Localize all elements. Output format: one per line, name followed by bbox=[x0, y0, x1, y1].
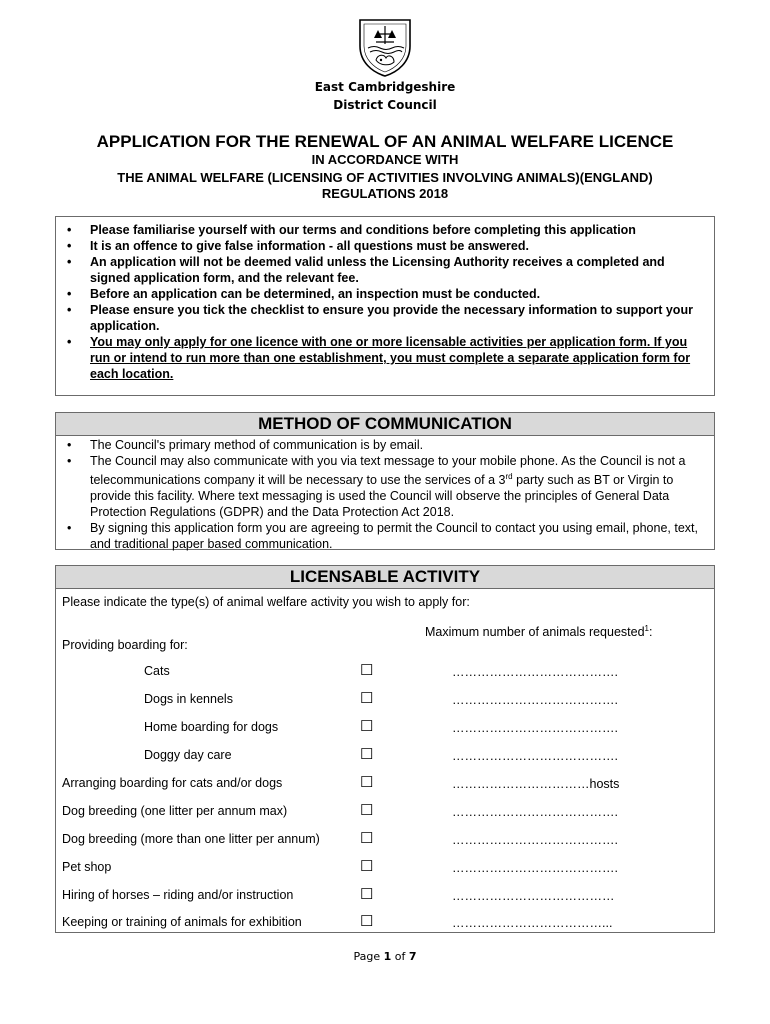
max-field-doggy-day-care[interactable]: …………………………………. bbox=[452, 749, 618, 763]
guidance-item: • Please familiarise yourself with our terms and conditions before completing this application bbox=[56, 222, 696, 238]
max-field-dogs-kennels[interactable]: …………………………………. bbox=[452, 693, 618, 707]
licensable-heading: LICENSABLE ACTIVITY bbox=[56, 566, 714, 589]
method-item bbox=[56, 453, 704, 520]
max-field-dog-breeding-more[interactable]: …………………………………. bbox=[452, 833, 618, 847]
method-item-sup: rd bbox=[505, 472, 513, 481]
of-word: of bbox=[394, 950, 406, 963]
guidance-box bbox=[55, 216, 715, 396]
max-field-dog-breeding-one[interactable]: …………………………………. bbox=[452, 805, 618, 819]
checkbox-home-boarding[interactable]: ☐ bbox=[360, 718, 374, 735]
max-field-home-boarding[interactable]: …………………………………. bbox=[452, 721, 618, 735]
checkbox-exhibition[interactable]: ☐ bbox=[360, 913, 374, 930]
title-line4: REGULATIONS 2018 bbox=[321, 186, 449, 201]
max-animals-colon: : bbox=[649, 625, 653, 640]
max-animals-label: Maximum number of animals requested bbox=[425, 625, 645, 640]
method-item-text-b: party such as BT or Virgin to provide this facility. Where text messaging is used the Council will observe the principles of General Data Protection Regulations (GDPR) and the Data Protection Act 2018. bbox=[90, 473, 674, 520]
activity-label-dogs-kennels: Dogs in kennels bbox=[144, 692, 233, 706]
guidance-item: • An application will not be deemed valid unless the Licensing Authority receives a completed and signed application form, and the relevant fee. bbox=[56, 254, 696, 286]
boarding-label: Providing boarding for: bbox=[62, 638, 188, 652]
max-field-cats[interactable]: …………………………………. bbox=[452, 665, 618, 679]
activity-instruction: Please indicate the type(s) of animal welfare activity you wish to apply for: bbox=[62, 595, 470, 609]
title-line2: IN ACCORDANCE WITH bbox=[311, 152, 459, 167]
footnote-marker: 1 bbox=[644, 624, 649, 633]
checkbox-dog-breeding-one[interactable]: ☐ bbox=[360, 802, 374, 819]
activity-label-pet-shop: Pet shop bbox=[62, 860, 112, 874]
page-footer bbox=[0, 950, 770, 963]
page-word: Page bbox=[353, 950, 381, 963]
council-name-line2: District Council bbox=[333, 98, 437, 112]
current-page: 1 bbox=[383, 950, 392, 963]
activity-label-dog-breeding-one: Dog breeding (one litter per annum max) bbox=[62, 804, 288, 818]
guidance-item-underlined: You may only apply for one licence with one or more licensable activities per application form. If you run or intend to run more than one establishment, you must complete a separate application form for each location. bbox=[90, 335, 691, 381]
guidance-list bbox=[56, 222, 696, 382]
method-of-communication-section bbox=[55, 412, 715, 550]
max-animals-header bbox=[425, 624, 652, 639]
checkbox-hiring-horses[interactable]: ☐ bbox=[360, 886, 374, 903]
checkbox-dog-breeding-more[interactable]: ☐ bbox=[360, 830, 374, 847]
guidance-item: • Before an application can be determined, an inspection must be conducted. bbox=[56, 286, 696, 302]
checkbox-doggy-day-care[interactable]: ☐ bbox=[360, 746, 374, 763]
title-line3: THE ANIMAL WELFARE (LICENSING OF ACTIVITIES INVOLVING ANIMALS)(ENGLAND) bbox=[117, 170, 653, 185]
method-item: • The Council's primary method of communication is by email. bbox=[56, 437, 704, 453]
guidance-item: • Please ensure you tick the checklist to ensure you provide the necessary information to support your application. bbox=[56, 302, 696, 334]
council-crest-icon bbox=[354, 16, 416, 78]
guidance-item bbox=[56, 334, 696, 382]
activity-label-home-boarding: Home boarding for dogs bbox=[144, 720, 279, 734]
method-heading: METHOD OF COMMUNICATION bbox=[56, 413, 714, 436]
activity-label-arranging-boarding: Arranging boarding for cats and/or dogs bbox=[62, 776, 283, 790]
total-pages: 7 bbox=[408, 950, 417, 963]
page-title: APPLICATION FOR THE RENEWAL OF AN ANIMAL WELFARE LICENCE bbox=[96, 132, 674, 151]
activity-label-exhibition: Keeping or training of animals for exhibition bbox=[62, 915, 302, 929]
method-list bbox=[56, 437, 704, 552]
max-field-hiring-horses[interactable]: ………………………………… bbox=[452, 889, 615, 903]
max-field-pet-shop[interactable]: …………………………………. bbox=[452, 861, 618, 875]
checkbox-cats[interactable]: ☐ bbox=[360, 662, 374, 679]
activity-label-doggy-day-care: Doggy day care bbox=[144, 748, 232, 762]
council-name-line1: East Cambridgeshire bbox=[314, 80, 456, 94]
checkbox-dogs-kennels[interactable]: ☐ bbox=[360, 690, 374, 707]
checkbox-arranging-boarding[interactable]: ☐ bbox=[360, 774, 374, 791]
licensable-activity-section bbox=[55, 565, 715, 933]
max-field-exhibition[interactable]: ………………………………... bbox=[452, 916, 613, 930]
checkbox-pet-shop[interactable]: ☐ bbox=[360, 858, 374, 875]
activity-label-hiring-horses: Hiring of horses – riding and/or instruction bbox=[62, 888, 294, 902]
activity-label-dog-breeding-more: Dog breeding (more than one litter per annum) bbox=[62, 832, 320, 846]
guidance-item: • It is an offence to give false information - all questions must be answered. bbox=[56, 238, 696, 254]
method-item-text-a: The Council may also communicate with you via text message to your mobile phone. As the Council is not a telecommunications company it will be necessary to use the services of a 3 bbox=[90, 454, 686, 488]
method-item: • By signing this application form you are agreeing to permit the Council to contact you using email, phone, text, and traditional paper based communication. bbox=[56, 520, 704, 552]
activity-label-cats: Cats bbox=[144, 664, 170, 678]
max-field-arranging-boarding[interactable]: ……………………………hosts bbox=[452, 777, 620, 791]
